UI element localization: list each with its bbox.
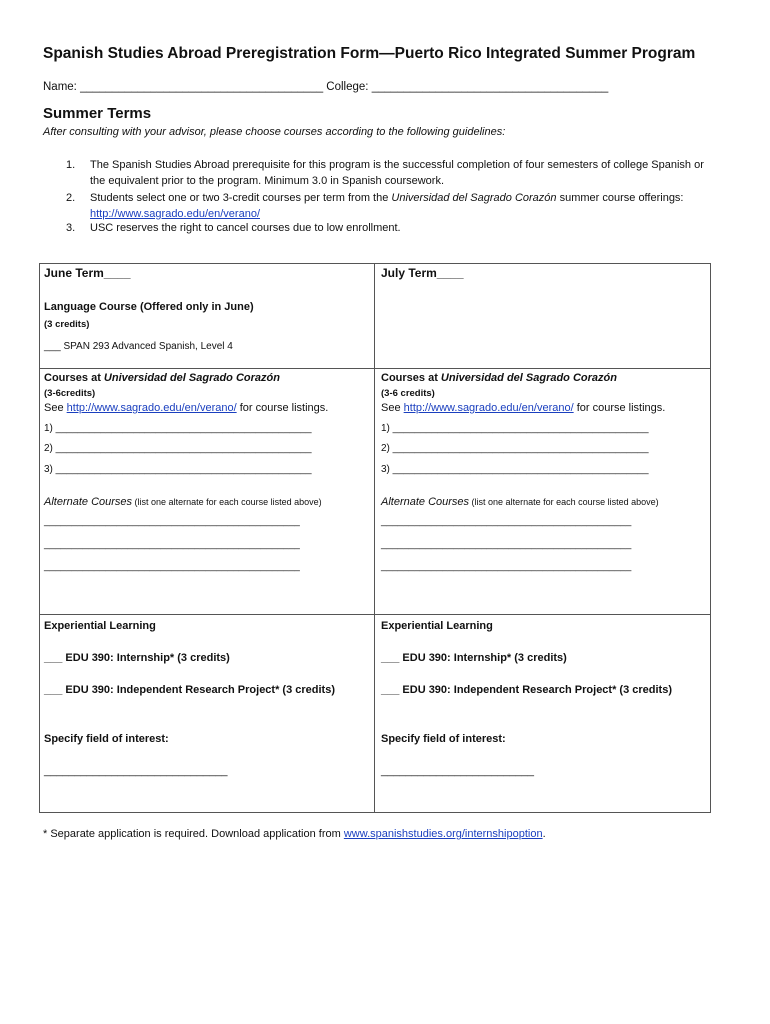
name-college-line: Name: ______________________________________ College: _____________________________________: [43, 81, 609, 93]
guideline-text: USC reserves the right to cancel courses due to low enrollment.: [90, 222, 401, 234]
column-divider: [374, 263, 375, 813]
june-course-line-1[interactable]: 1) ______________________________________________: [44, 423, 312, 434]
july-see-listings: See http://www.sagrado.edu/en/verano/ for course listings.: [381, 402, 666, 414]
july-alternate-heading: Alternate Courses (list one alternate for each course listed above): [381, 496, 659, 508]
june-experiential-heading: Experiential Learning: [44, 620, 156, 632]
language-course-heading: Language Course (Offered only in June): [44, 301, 254, 313]
july-internship-option[interactable]: ___ EDU 390: Internship* (3 credits): [381, 652, 567, 664]
july-course-line-2[interactable]: 2) ______________________________________________: [381, 443, 649, 454]
july-term-heading: July Term____: [381, 266, 464, 280]
july-alternate-line-2[interactable]: _____________________________________________: [381, 539, 632, 550]
row-divider: [39, 368, 711, 369]
row-divider: [39, 614, 711, 615]
june-research-option[interactable]: ___ EDU 390: Independent Research Project* (3 credits): [44, 684, 335, 696]
june-term-heading: June Term____: [44, 266, 131, 280]
june-specify-line[interactable]: ______________________________: [44, 765, 228, 777]
june-course-line-3[interactable]: 3) ______________________________________________: [44, 464, 312, 475]
form-title: Spanish Studies Abroad Preregistration Form—Puerto Rico Integrated Summer Program: [43, 45, 696, 62]
july-sagrado-link[interactable]: http://www.sagrado.edu/en/verano/: [403, 402, 574, 414]
july-specify-line[interactable]: _________________________: [381, 765, 534, 777]
guideline-text: the equivalent prior to the program. Minimum 3.0 in Spanish coursework.: [90, 175, 445, 187]
july-alternate-line-3[interactable]: _____________________________________________: [381, 561, 632, 572]
june-courses-heading: Courses at Universidad del Sagrado Corazón: [44, 372, 280, 384]
language-credits: (3 credits): [44, 319, 90, 330]
span-293-option[interactable]: ___ SPAN 293 Advanced Spanish, Level 4: [44, 341, 233, 352]
intro-text: After consulting with your advisor, please choose courses according to the following guidelines:: [43, 126, 506, 138]
june-courses-credits: (3-6credits): [44, 388, 96, 399]
july-course-line-3[interactable]: 3) ______________________________________________: [381, 464, 649, 475]
july-course-line-1[interactable]: 1) ______________________________________________: [381, 423, 649, 434]
june-see-listings: See http://www.sagrado.edu/en/verano/ for course listings.: [44, 402, 329, 414]
internship-application-link[interactable]: www.spanishstudies.org/internshipoption: [343, 828, 543, 840]
guideline-text: The Spanish Studies Abroad prerequisite for this program is the successful completion of four semesters of college Spanish or: [90, 159, 704, 171]
june-internship-option[interactable]: ___ EDU 390: Internship* (3 credits): [44, 652, 230, 664]
june-alternate-heading: Alternate Courses (list one alternate for each course listed above): [44, 496, 322, 508]
sagrado-link[interactable]: http://www.sagrado.edu/en/verano/: [90, 208, 260, 220]
june-sagrado-link[interactable]: http://www.sagrado.edu/en/verano/: [66, 402, 237, 414]
july-specify-field: Specify field of interest:: [381, 733, 506, 745]
june-alternate-line-3[interactable]: ______________________________________________: [44, 561, 300, 572]
guideline-number: 2.: [66, 192, 76, 204]
section-heading: Summer Terms: [43, 105, 152, 122]
guideline-text: Students select one or two 3-credit courses per term from the Universidad del Sagrado Corazón summer course offerings:: [90, 192, 684, 204]
guideline-number: 3.: [66, 222, 76, 234]
guideline-number: 1.: [66, 159, 76, 171]
footer-note: * Separate application is required. Download application from www.spanishstudies.org/internshipoption.: [43, 828, 546, 840]
july-courses-heading: Courses at Universidad del Sagrado Corazón: [381, 372, 617, 384]
july-experiential-heading: Experiential Learning: [381, 620, 493, 632]
june-alternate-line-2[interactable]: ______________________________________________: [44, 539, 300, 550]
june-specify-field: Specify field of interest:: [44, 733, 169, 745]
june-course-line-2[interactable]: 2) ______________________________________________: [44, 443, 312, 454]
june-alternate-line-1[interactable]: ______________________________________________: [44, 516, 300, 527]
july-research-option[interactable]: ___ EDU 390: Independent Research Project* (3 credits): [381, 684, 672, 696]
july-alternate-line-1[interactable]: _____________________________________________: [381, 516, 632, 527]
july-courses-credits: (3-6 credits): [381, 388, 435, 399]
